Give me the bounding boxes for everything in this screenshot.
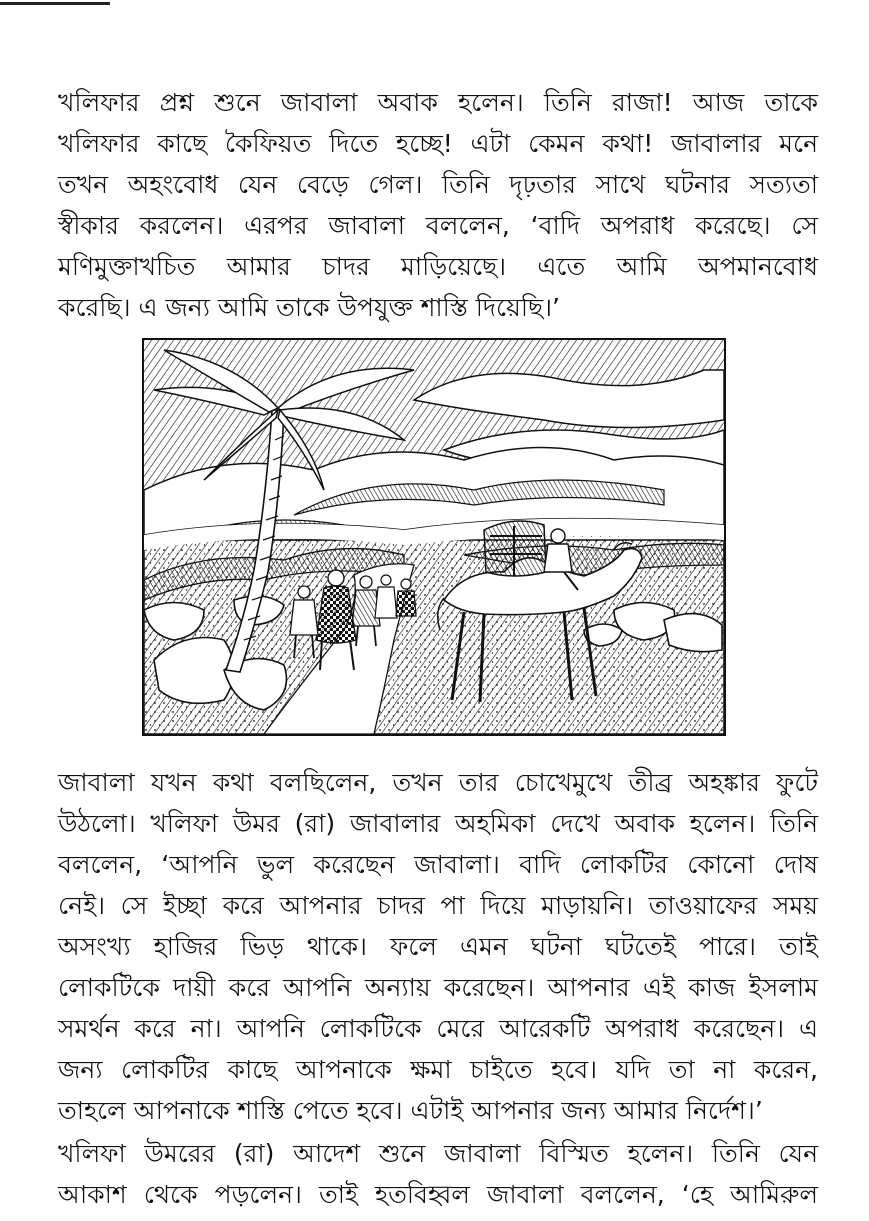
text-line: সমর্থন করে না। আপনি লোকটিকে মেরে আরেকটি অপরাধ করেছেন। এ	[58, 1014, 818, 1043]
text-line: নেই। সে ইচ্ছা করে আপনার চাদর পা দিয়ে মাড়ায়নি। তাওয়াফের সময়	[58, 891, 818, 920]
text-line: লোকটিকে দায়ী করে আপনি অন্যায় করেছেন। আপনার এই কাজ ইসলাম	[58, 973, 818, 1002]
text-line: খলিফা উমরের (রা) আদেশ শুনে জাবালা বিস্মিত হলেন। তিনি যেন	[58, 1139, 818, 1168]
desert-caravan-illustration	[142, 338, 726, 736]
text-line: জন্য লোকটির কাছে আপনাকে ক্ষমা চাইতে হবে। যদি তা না করেন,	[58, 1055, 818, 1084]
text-line: অসংখ্য হাজির ভিড় থাকে। ফলে এমন ঘটনা ঘটতেই পারে। তাই	[58, 932, 818, 961]
illustration-drawing	[144, 340, 724, 734]
text-line: খলিফার কাছে কৈফিয়ত দিতে হচ্ছে! এটা কেমন কথা! জাবালার মনে	[58, 129, 818, 158]
text-line: তাহলে আপনাকে শাস্তি পেতে হবে। এটাই আপনার জন্য আমার নির্দেশ।’	[58, 1096, 763, 1125]
text-line: করেছি। এ জন্য আমি তাকে উপযুক্ত শাস্তি দিয়েছি।’	[58, 293, 561, 322]
rock	[664, 614, 722, 652]
text-line: খলিফার প্রশ্ন শুনে জাবালা অবাক হলেন। তিনি রাজা! আজ তাকে	[58, 88, 818, 117]
text-line: উঠলো। খলিফা উমর (রা) জাবালার অহমিকা দেখে অবাক হলেন। তিনি	[58, 809, 818, 838]
text-line: তখন অহংবোধ যেন বেড়ে গেল। তিনি দৃঢ়তার সাথে ঘটনার সত্যতা	[58, 170, 818, 199]
text-line: স্বীকার করলেন। এরপর জাবালা বললেন, ‘বাদি অপরাধ করেছে। সে	[58, 211, 818, 240]
paragraph-1	[58, 82, 818, 328]
paragraph-2	[58, 762, 818, 1131]
paragraph-3	[58, 1133, 818, 1215]
text-line: আকাশ থেকে পড়লেন। তাই হতবিহ্বল জাবালা বললেন, ‘হে আমিরুল	[58, 1180, 818, 1209]
text-line: বললেন, ‘আপনি ভুল করেছেন জাবালা। বাদি লোকটির কোনো দোষ	[58, 850, 818, 879]
text-line: মণিমুক্তাখচিত আমার চাদর মাড়িয়েছে। এতে আমি অপমানবোধ	[58, 252, 818, 281]
text-line: জাবালা যখন কথা বলছিলেন, তখন তার চোখেমুখে তীব্র অহঙ্কার ফুটে	[58, 768, 818, 797]
header-rule	[0, 2, 110, 5]
